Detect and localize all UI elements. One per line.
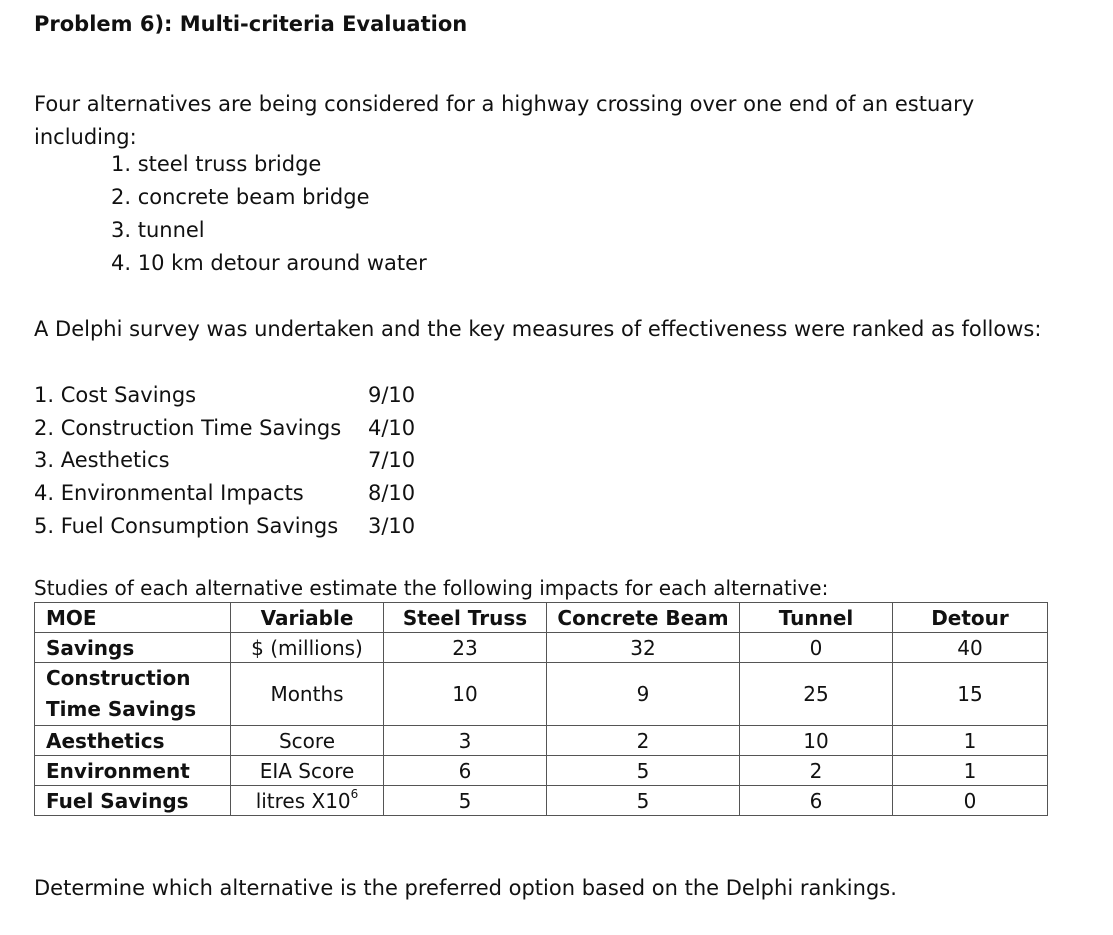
value-cell: 15 — [893, 663, 1048, 726]
delphi-paragraph: A Delphi survey was undertaken and the key measures of effectiveness were ranked as follows: — [34, 317, 1042, 341]
page-title: Problem 6): Multi-criteria Evaluation — [34, 12, 468, 36]
exponent: 6 — [350, 786, 359, 801]
value-cell: 3 — [384, 726, 547, 756]
ranking-label: 3. Aesthetics — [34, 448, 170, 472]
value-cell: 10 — [384, 663, 547, 726]
ranking-score: 3/10 — [368, 514, 416, 538]
table-header-row — [35, 603, 1048, 633]
value-cell: 1 — [893, 726, 1048, 756]
moe-line: Construction — [46, 666, 191, 690]
value-cell: 32 — [547, 633, 740, 663]
value-cell: 0 — [893, 786, 1048, 816]
value-cell: 40 — [893, 633, 1048, 663]
ranking-label: 2. Construction Time Savings — [34, 416, 342, 440]
ranking-score: 9/10 — [368, 383, 416, 407]
value-cell: 5 — [384, 786, 547, 816]
value-cell: 9 — [547, 663, 740, 726]
variable-text: litres X10 — [255, 788, 351, 813]
moe-cell: Aesthetics — [35, 726, 231, 756]
value-cell: 6 — [740, 786, 893, 816]
ranking-score: 7/10 — [368, 448, 416, 472]
value-cell: 1 — [893, 756, 1048, 786]
value-cell: 25 — [740, 663, 893, 726]
value-cell: 0 — [740, 633, 893, 663]
question-text: Determine which alternative is the preferred option based on the Delphi rankings. — [34, 876, 897, 900]
value-cell: 23 — [384, 633, 547, 663]
value-cell: 2 — [547, 726, 740, 756]
header-detour: Detour — [893, 603, 1048, 633]
variable-cell — [231, 786, 384, 816]
header-variable: Variable — [231, 603, 384, 633]
header-tunnel: Tunnel — [740, 603, 893, 633]
value-cell: 2 — [740, 756, 893, 786]
studies-caption: Studies of each alternative estimate the following impacts for each alternative: — [34, 576, 829, 600]
moe-cell: Environment — [35, 756, 231, 786]
alternative-item: 2. concrete beam bridge — [111, 185, 370, 209]
table-row — [35, 633, 1048, 663]
ranking-score: 4/10 — [368, 416, 416, 440]
intro-paragraph: Four alternatives are being considered for a highway crossing over one end of an estuary including: — [34, 92, 975, 149]
value-cell: 5 — [547, 786, 740, 816]
ranking-score: 8/10 — [368, 481, 416, 505]
impacts-table — [34, 602, 1048, 816]
table-row — [35, 786, 1048, 816]
header-steel-truss: Steel Truss — [384, 603, 547, 633]
header-moe: MOE — [35, 603, 231, 633]
table-row — [35, 726, 1048, 756]
value-cell: 6 — [384, 756, 547, 786]
ranking-label: 4. Environmental Impacts — [34, 481, 304, 505]
ranking-label: 1. Cost Savings — [34, 383, 197, 407]
value-cell: 10 — [740, 726, 893, 756]
variable-cell: Months — [231, 663, 384, 726]
variable-cell: $ (millions) — [231, 633, 384, 663]
alternative-item: 4. 10 km detour around water — [111, 251, 427, 275]
moe-cell — [35, 663, 231, 726]
value-cell: 5 — [547, 756, 740, 786]
ranking-label: 5. Fuel Consumption Savings — [34, 514, 339, 538]
header-concrete-beam: Concrete Beam — [547, 603, 740, 633]
variable-cell: Score — [231, 726, 384, 756]
table-row — [35, 756, 1048, 786]
moe-cell: Fuel Savings — [35, 786, 231, 816]
moe-line: Time Savings — [46, 697, 197, 721]
moe-cell: Savings — [35, 633, 231, 663]
alternative-item: 1. steel truss bridge — [111, 152, 322, 176]
table-row — [35, 663, 1048, 726]
variable-cell: EIA Score — [231, 756, 384, 786]
alternative-item: 3. tunnel — [111, 218, 205, 242]
